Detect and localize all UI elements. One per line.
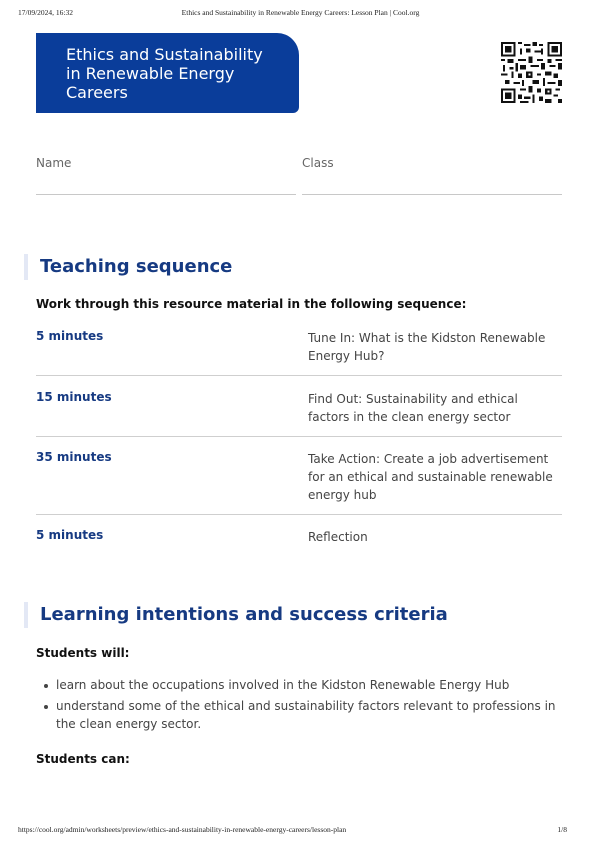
teaching-sequence-heading: Teaching sequence — [24, 254, 232, 280]
learning-intentions-heading: Learning intentions and success criteria — [24, 602, 448, 628]
sequence-duration: 35 minutes — [36, 450, 112, 464]
title-line: in Renewable Energy — [66, 64, 235, 83]
sequence-activity: Find Out: Sustainability and ethical factors in the clean energy sector — [308, 392, 518, 424]
sequence-duration: 5 minutes — [36, 329, 104, 343]
students-will-list — [44, 676, 564, 736]
title-card — [36, 33, 299, 113]
teaching-sequence-lead: Work through this resource material in the following sequence: — [36, 297, 467, 311]
list-item: understand some of the ethical and sustainability factors relevant to professions in the clean energy sector. — [44, 697, 564, 733]
sequence-activity: Take Action: Create a job advertisement for an ethical and sustainable renewable energy hub — [308, 452, 553, 502]
sequence-divider — [36, 514, 562, 515]
class-label: Class — [302, 156, 334, 170]
qr-code-icon — [501, 42, 562, 103]
title-line: Careers — [66, 83, 128, 102]
sequence-duration: 15 minutes — [36, 390, 112, 404]
print-url: https://cool.org/admin/worksheets/preview/ethics-and-sustainability-in-renewable-energy-careers/lesson-plan — [18, 825, 347, 834]
class-field[interactable] — [302, 194, 562, 195]
title-line: Ethics and Sustainability — [66, 45, 263, 64]
name-field[interactable] — [36, 194, 296, 195]
print-page-title: Ethics and Sustainability in Renewable Energy Careers: Lesson Plan | Cool.org — [181, 8, 420, 17]
students-can-label: Students can: — [36, 752, 130, 766]
list-item: learn about the occupations involved in the Kidston Renewable Energy Hub — [44, 676, 564, 694]
sequence-activity: Reflection — [308, 530, 368, 544]
sequence-divider — [36, 436, 562, 437]
sequence-activity: Tune In: What is the Kidston Renewable Energy Hub? — [308, 331, 546, 363]
sequence-duration: 5 minutes — [36, 528, 104, 542]
sequence-divider — [36, 375, 562, 376]
print-datetime: 17/09/2024, 16:32 — [18, 8, 74, 17]
name-label: Name — [36, 156, 72, 170]
page-number: 1/8 — [557, 825, 567, 834]
students-will-label: Students will: — [36, 646, 130, 660]
